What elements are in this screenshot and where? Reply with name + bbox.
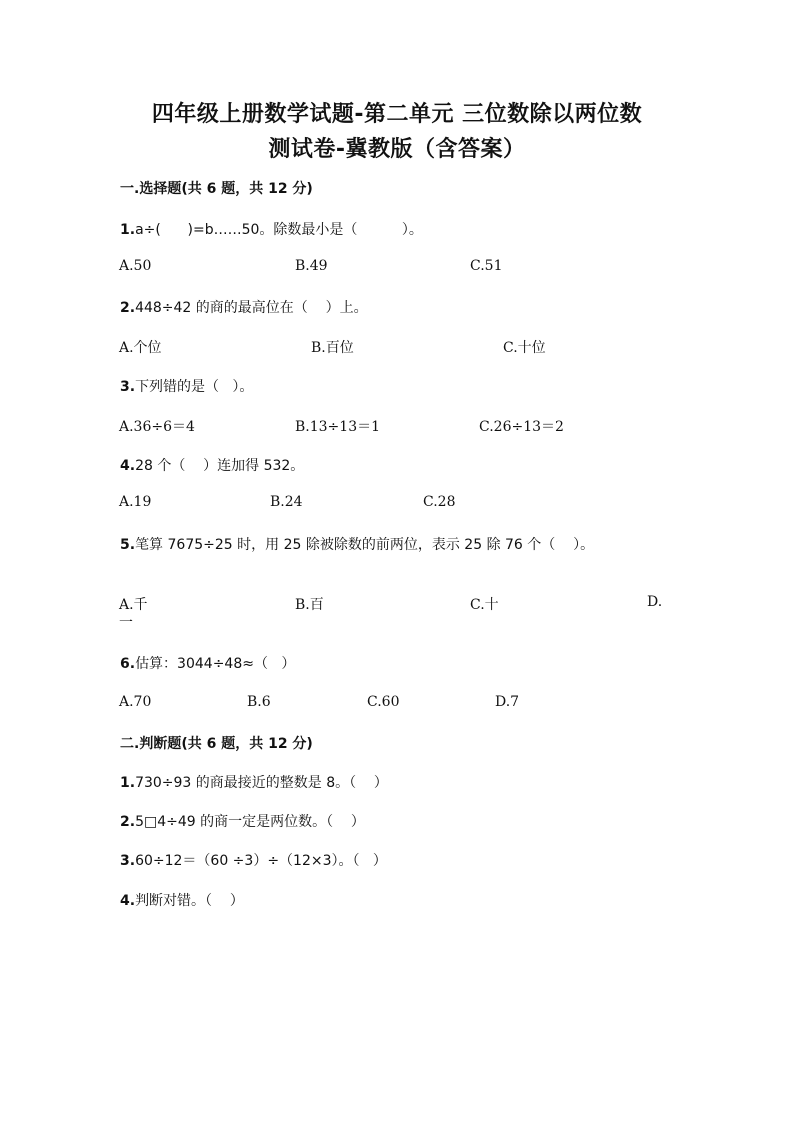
option-b: B.百 <box>295 597 324 613</box>
question-1 <box>120 219 423 239</box>
option-c: C.51 <box>470 258 503 274</box>
option-d-continued: 一 <box>119 615 133 631</box>
option-c: C.十 <box>470 597 499 613</box>
question-2 <box>120 297 368 317</box>
section-heading-choice: 一.选择题(共 6 题，共 12 分) <box>120 181 313 197</box>
option-a: A.50 <box>119 258 152 274</box>
question-text: 判断对错。（ ） <box>135 893 244 909</box>
option-b: B.13÷13＝1 <box>295 419 381 435</box>
question-number: 4. <box>120 458 136 474</box>
question-number: 5. <box>120 537 136 553</box>
question-number: 3. <box>120 379 136 395</box>
option-a: A.36÷6＝4 <box>119 419 195 435</box>
question-text: 5□4÷49 的商一定是两位数。（ ） <box>135 814 365 830</box>
option-b: B.24 <box>270 494 303 510</box>
question-6 <box>120 653 295 673</box>
question-number: 1. <box>120 222 136 238</box>
judge-question-2 <box>120 811 365 831</box>
title-line-2: 测试卷-冀教版（含答案） <box>268 137 526 162</box>
option-a: A.个位 <box>119 340 162 356</box>
question-4 <box>120 455 304 475</box>
question-text: 笔算 7675÷25 时，用 25 除被除数的前两位，表示 25 除 76 个（ ）。 <box>135 537 595 553</box>
question-number: 2. <box>120 814 136 830</box>
question-number: 4. <box>120 893 136 909</box>
option-c: C.26÷13＝2 <box>479 419 564 435</box>
question-3 <box>120 376 253 396</box>
question-text: 估算：3044÷48≈（ ） <box>135 656 296 672</box>
option-b: B.百位 <box>311 340 354 356</box>
section-heading-judge: 二.判断题(共 6 题，共 12 分) <box>120 736 313 752</box>
question-number: 3. <box>120 853 136 869</box>
question-5 <box>120 534 594 554</box>
question-number: 2. <box>120 300 136 316</box>
title-line-1: 四年级上册数学试题-第二单元 三位数除以两位数 <box>151 102 643 127</box>
question-text: 730÷93 的商最接近的整数是 8。（ ） <box>135 775 388 791</box>
question-number: 6. <box>120 656 136 672</box>
question-text: 28 个（ ）连加得 532。 <box>135 458 305 474</box>
option-b: B.6 <box>247 694 271 710</box>
option-a: A.千 <box>119 597 148 613</box>
judge-question-3 <box>120 850 387 870</box>
option-a: A.70 <box>119 694 152 710</box>
question-text: a÷( )=b……50。除数最小是（ ）。 <box>135 222 423 238</box>
option-b: B.49 <box>295 258 328 274</box>
option-a: A.19 <box>119 494 152 510</box>
option-c: C.60 <box>367 694 400 710</box>
question-number: 1. <box>120 775 136 791</box>
question-text: 下列错的是（ ）。 <box>135 379 254 395</box>
question-text: 60÷12＝（60 ÷3）÷（12×3）。（ ） <box>135 853 387 869</box>
option-c: C.28 <box>423 494 456 510</box>
option-d: D. <box>647 594 663 610</box>
option-d: D.7 <box>495 694 520 710</box>
question-text: 448÷42 的商的最高位在（ ）上。 <box>135 300 368 316</box>
option-c: C.十位 <box>503 340 546 356</box>
judge-question-1 <box>120 772 388 792</box>
judge-question-4 <box>120 890 244 910</box>
